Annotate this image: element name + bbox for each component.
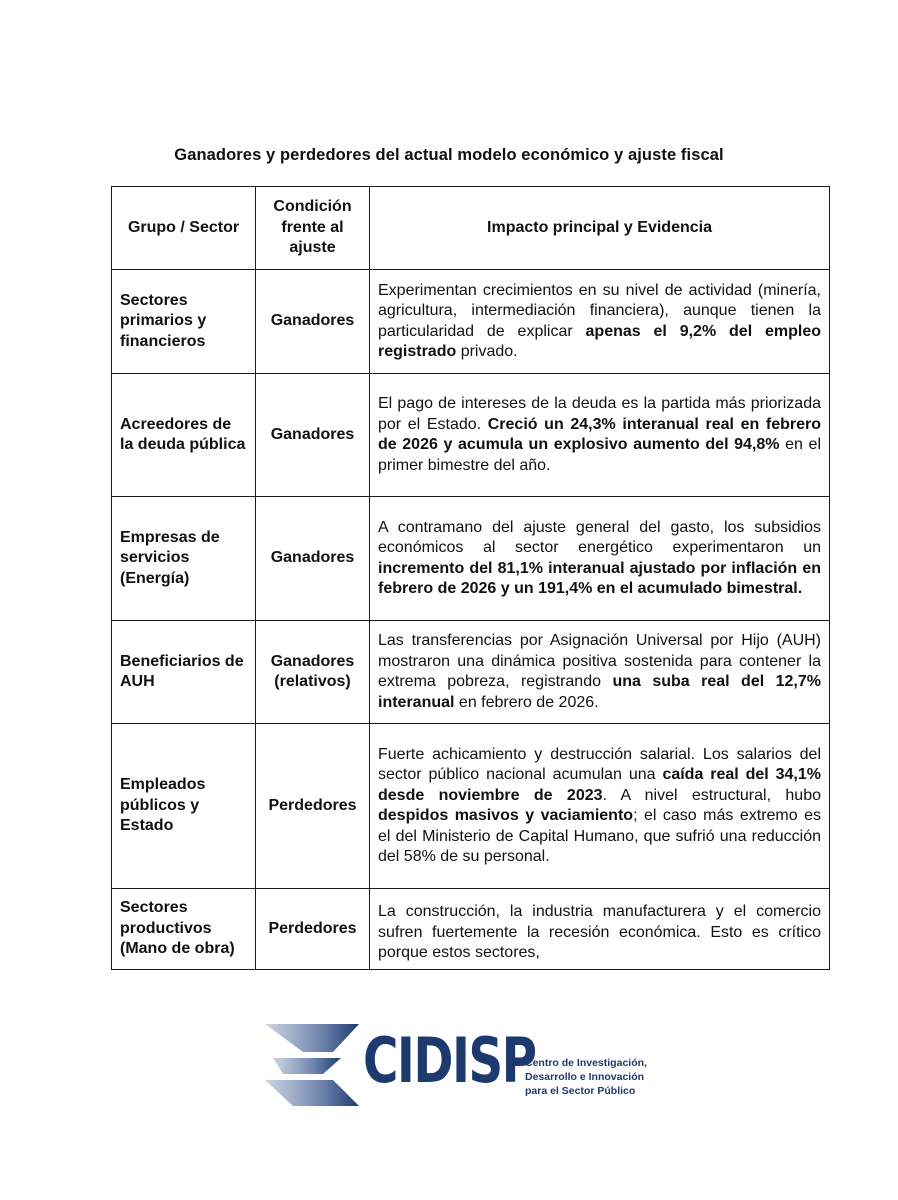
row-condition: Ganadores [256,270,370,374]
table-row [112,621,830,724]
row-condition: Perdedores [256,724,370,889]
logo-tagline-line: para el Sector Público [525,1085,636,1097]
impact-highlight: Creció un 24,3% interanual real en febrero de 2026 y acumula un explosivo aumento del 94,8% [378,415,822,453]
cidisp-emblem-icon [263,1022,363,1108]
logo-tagline-line: Desarrollo e Innovación [525,1071,645,1083]
impact-text: en febrero de 2026. [454,693,599,711]
row-impact [370,621,830,724]
impact-highlight: caída real del 34,1% desde noviembre de 2023 [378,766,821,804]
table-row [112,497,830,621]
table-row [112,889,830,970]
impact-text: Fuerte achicamiento y destrucción salarial. Los salarios del sector público nacional acumulan una [378,745,821,783]
table-row [112,374,830,497]
impact-highlight: una suba real del 12,7% interanual [378,673,821,711]
impact-text: Experimentan crecimientos en su nivel de actividad (minería, agricultura, intermediación financiera), aunque tienen la particularidad de explicar [378,281,821,340]
impact-text: Las transferencias por Asignación Universal por Hijo (AUH) mostraron una dinámica positiva sostenida para contener la extrema pobreza, registrando [378,632,821,690]
row-impact [370,497,830,621]
row-group: Empresas de servicios (Energía) [112,497,256,621]
header-condition: Condición frente al ajuste [256,187,370,270]
cidisp-logo [263,1018,647,1114]
row-group: Sectores primarios y financieros [112,270,256,374]
impact-text: en el primer bimestre del año. [378,436,821,474]
table-row [112,724,830,889]
logo-tagline [525,1056,647,1098]
row-impact [370,270,830,374]
logo-wordmark: CIDISP [363,1024,536,1097]
row-impact [370,724,830,889]
impact-text: privado. [456,343,518,360]
row-condition: Ganadores [256,374,370,497]
row-condition: Ganadores (relativos) [256,621,370,724]
winners-losers-table [111,186,830,970]
impact-text: La construcción, la industria manufacturera y el comercio sufren fuertemente la recesión económica. Esto es crítico porque estos sectores, [378,903,821,962]
row-impact [370,374,830,497]
row-group: Beneficiarios de AUH [112,621,256,724]
table-header-row [112,187,830,270]
impact-highlight: despidos masivos y vaciamiento [378,807,634,824]
impact-highlight: apenas el 9,2% del empleo registrado [378,322,821,360]
row-condition: Perdedores [256,889,370,970]
header-impact: Impacto principal y Evidencia [370,187,830,270]
row-group: Acreedores de la deuda pública [112,374,256,497]
row-impact [370,889,830,970]
impact-highlight: incremento del 81,1% interanual ajustado por inflación en febrero de 2026 y un 191,4% en el acumulado bimestral. [378,559,821,597]
impact-text: . A nivel estructural, hubo [602,786,821,804]
header-group-sector: Grupo / Sector [112,187,256,270]
row-group: Sectores productivos (Mano de obra) [112,889,256,970]
impact-text: A contramano del ajuste general del gasto, los subsidios económicos al sector energético experimentaron un [378,518,821,556]
impact-text: El pago de intereses de la deuda es la partida más priorizada por el Estado. [378,395,821,433]
table-row [112,270,830,374]
impact-text: ; el caso más extremo es el del Ministerio de Capital Humano, que sufrió una reducción del 58% de su personal. [378,807,822,865]
logo-tagline-line: Centro de Investigación, [525,1057,647,1069]
document-title: Ganadores y perdedores del actual modelo económico y ajuste fiscal [174,146,724,164]
row-group: Empleados públicos y Estado [112,724,256,889]
row-condition: Ganadores [256,497,370,621]
